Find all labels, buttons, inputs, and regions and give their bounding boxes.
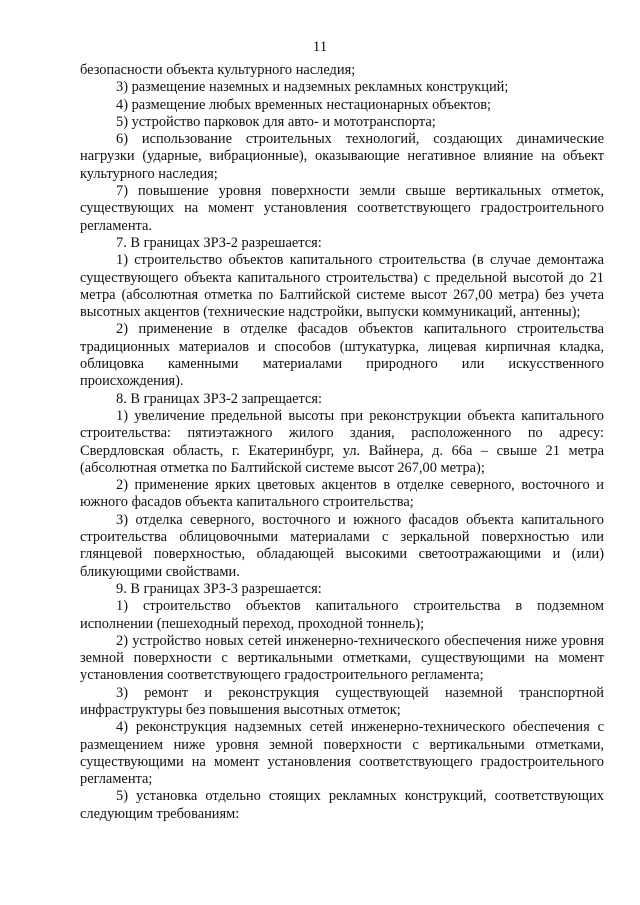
paragraph: 5) установка отдельно стоящих рекламных конструкций, соответствующих следующим требованиям: xyxy=(80,788,604,822)
paragraph: 4) реконструкция надземных сетей инженерно-технического обеспечения с размещением ниже уровня земной поверхности с вертикальными отметками, существующими на момент установления соответствующего градостроительного регламента; xyxy=(80,719,604,788)
paragraph: 8. В границах ЗРЗ-2 запрещается: xyxy=(116,390,323,407)
paragraph: 7) повышение уровня поверхности земли свыше вертикальных отметок, существующих на момент установления соответствующего градостроительного регламента. xyxy=(80,183,604,234)
paragraph: 1) увеличение предельной высоты при реконструкции объекта капитального строительства: пятиэтажного жилого здания, расположенного по адресу: Свердловская область, г. Екатеринбург, ул. Вайнера, д. 66а – свыше 21 метра (абсолютная отметка по Балтийской системе высот 267,00 метра); xyxy=(80,407,604,476)
paragraph: 2) применение в отделке фасадов объектов капитального строительства традиционных материалов и способов (штукатурка, лицевая кирпичная кладка, облицовка каменными материалами природного или искусственного происхождения). xyxy=(80,321,604,390)
paragraph: безопасности объекта культурного наследия; xyxy=(80,62,356,78)
paragraph: 2) устройство новых сетей инженерно-технического обеспечения ниже уровня земной поверхности с вертикальными отметками, существующими на момент установления соответствующего градостроительного регламента; xyxy=(80,632,604,684)
paragraph: 5) устройство парковок для авто- и мототранспорта; xyxy=(116,113,436,130)
paragraph: 3) ремонт и реконструкция существующей наземной транспортной инфраструктуры без повышения высотных отметок; xyxy=(80,684,604,718)
paragraph: 2) применение ярких цветовых акцентов в отделке северного, восточного и южного фасадов объекта капитального строительства; xyxy=(80,477,604,511)
paragraph: 3) отделка северного, восточного и южного фасадов объекта капитального строительства облицовочными материалами с зеркальной поверхностью или глянцевой поверхностью, обладающей высокими светоотражающими и (или) бликующими свойствами. xyxy=(80,511,604,580)
document-body xyxy=(80,62,604,823)
paragraph: 1) строительство объектов капитального строительства в подземном исполнении (пешеходный переход, проходной тоннель); xyxy=(80,598,604,632)
paragraph: 9. В границах ЗРЗ-3 разрешается: xyxy=(116,580,322,597)
paragraph: 1) строительство объектов капитального строительства (в случае демонтажа существующего объекта капитального строительства) с предельной высотой до 21 метра (абсолютная отметка по Балтийской системе высот 267,00 метра) без учета высотных акцентов (технические надстройки, выпуски коммуникаций, антенны); xyxy=(80,252,604,321)
paragraph: 7. В границах ЗРЗ-2 разрешается: xyxy=(116,234,322,251)
paragraph: 4) размещение любых временных нестационарных объектов; xyxy=(116,96,492,113)
paragraph: 3) размещение наземных и надземных рекламных конструкций; xyxy=(116,79,509,96)
page-number: 11 xyxy=(312,39,328,55)
paragraph: 6) использование строительных технологий, создающих динамические нагрузки (ударные, вибрационные), оказывающие негативное влияние на объект культурного наследия; xyxy=(80,131,604,182)
